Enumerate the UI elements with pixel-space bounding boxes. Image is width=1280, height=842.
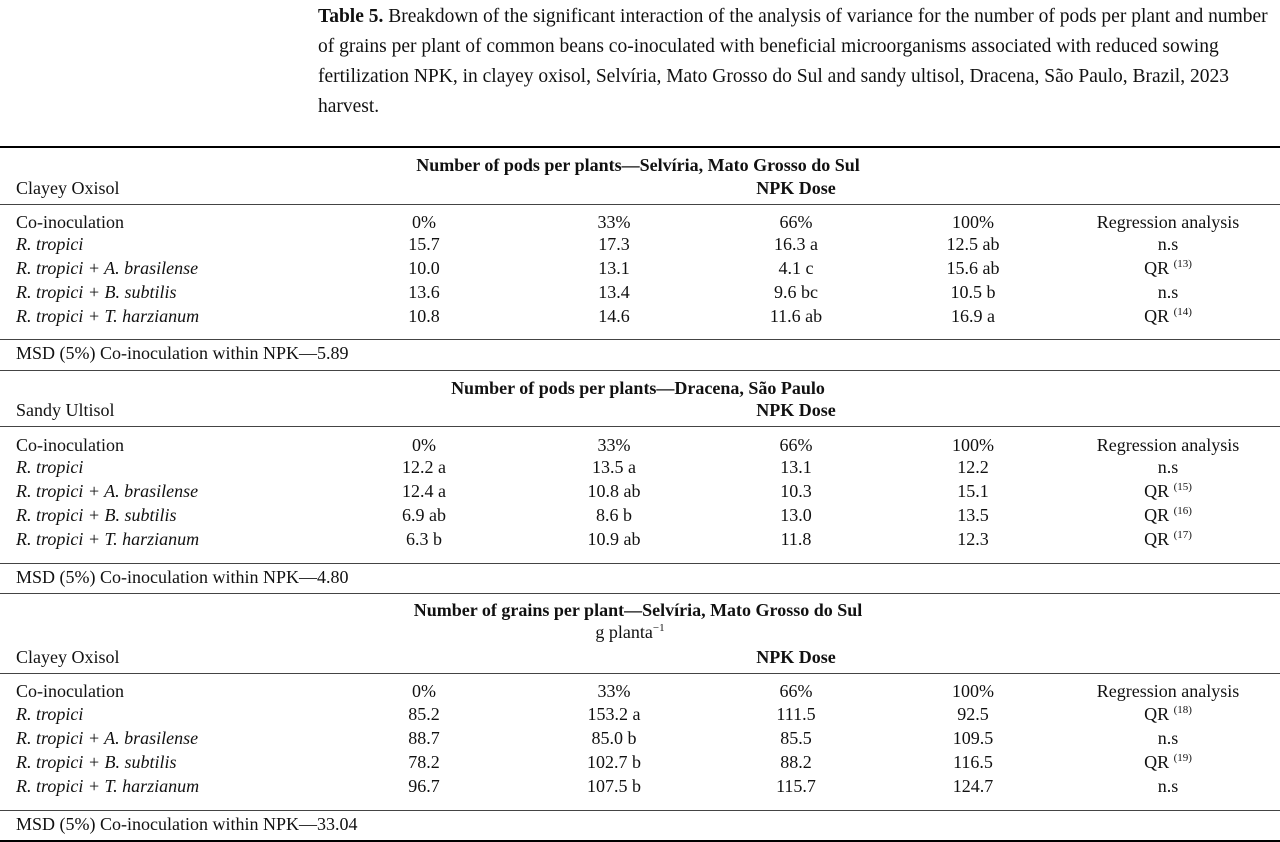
row-treatment-name: R. tropici + T. harzianum xyxy=(16,529,200,549)
table-cell-value: 15.1 xyxy=(957,481,989,501)
section-title: Number of pods per plants—Dracena, São Paulo xyxy=(451,378,825,398)
table-cell-regression: n.s xyxy=(1157,728,1179,748)
regression-footnote: (19) xyxy=(1173,752,1192,764)
column-header-co-inoculation: Co-inoculation xyxy=(16,681,124,701)
table-cell-value: 109.5 xyxy=(952,728,994,748)
header-rule xyxy=(0,204,1280,205)
row-treatment-name: R. tropici + T. harzianum xyxy=(16,306,200,326)
table-cell-regression: QR $^{(13)}$ xyxy=(1144,258,1192,278)
table-label: Table 5. xyxy=(318,6,384,27)
unit-exponent: −1 xyxy=(652,622,665,634)
section-top-rule xyxy=(0,370,1280,371)
table-cell-value: 14.6 xyxy=(598,306,630,326)
row-treatment-name: R. tropici + A. brasilense xyxy=(16,481,199,501)
row-treatment-name: R. tropici + A. brasilense xyxy=(16,728,199,748)
table-cell-regression: QR $^{(14)}$ xyxy=(1144,306,1192,326)
column-header-regression: Regression analysis xyxy=(1096,435,1240,455)
table-cell-regression: n.s xyxy=(1157,282,1179,302)
table-cell-regression: QR $^{(18)}$ xyxy=(1144,704,1192,724)
table-cell-value: 9.6 bc xyxy=(774,282,818,302)
table-cell-value: 13.1 xyxy=(780,457,812,477)
column-header-co-inoculation: Co-inoculation xyxy=(16,435,124,455)
table-cell-value: 12.2 xyxy=(957,457,989,477)
table-cell-value: 15.6 ab xyxy=(946,258,1000,278)
npk-dose-header: NPK Dose xyxy=(756,647,836,667)
column-header-dose: 33% xyxy=(597,435,631,455)
table-cell-value: 12.2 a xyxy=(402,457,446,477)
column-header-dose: 33% xyxy=(597,681,631,701)
caption-text: Breakdown of the significant interaction of the analysis of variance for the number of pods per plant and number of grains per plant of common beans co-inoculated with beneficial microorganisms associated with reduced sowing fertilization NPK, in clayey oxisol, Selvíria, Mato Grosso do Sul and sandy ultisol, Dracena, São Paulo, Brazil, 2023 harvest. xyxy=(318,6,1268,117)
column-header-dose: 66% xyxy=(779,212,813,232)
table-cell-value: 88.2 xyxy=(780,752,812,772)
table-cell-value: 13.5 xyxy=(957,505,989,525)
soil-type-label: Clayey Oxisol xyxy=(16,647,120,667)
table-cell-value: 16.3 a xyxy=(774,234,818,254)
msd-note: MSD (5%) Co-inoculation within NPK—33.04 xyxy=(16,814,358,834)
regression-footnote: (17) xyxy=(1173,529,1192,541)
table-cell-value: 85.2 xyxy=(408,704,440,724)
row-treatment-name: R. tropici + B. subtilis xyxy=(16,752,177,772)
column-header-co-inoculation: Co-inoculation xyxy=(16,212,124,232)
table-cell-value: 13.5 a xyxy=(592,457,636,477)
table-cell-regression: QR $^{(16)}$ xyxy=(1144,505,1192,525)
table-cell-value: 10.8 ab xyxy=(587,481,641,501)
row-treatment-name: R. tropici xyxy=(16,234,84,254)
table-cell-value: 85.5 xyxy=(780,728,812,748)
column-header-regression: Regression analysis xyxy=(1096,681,1240,701)
table-cell-value: 16.9 a xyxy=(951,306,995,326)
table-cell-value: 6.3 b xyxy=(406,529,442,549)
table-cell-value: 13.4 xyxy=(598,282,630,302)
msd-top-rule xyxy=(0,339,1280,340)
table-cell-value: 107.5 b xyxy=(587,776,641,796)
soil-type-label: Sandy Ultisol xyxy=(16,400,115,420)
table-cell-value: 10.8 xyxy=(408,306,440,326)
header-rule xyxy=(0,426,1280,427)
table-cell-regression: QR $^{(19)}$ xyxy=(1144,752,1192,772)
column-header-dose: 100% xyxy=(952,681,994,701)
column-header-dose: 100% xyxy=(952,435,994,455)
row-treatment-name: R. tropici xyxy=(16,457,84,477)
header-rule xyxy=(0,673,1280,674)
section-unit: g planta$^{-1}$ xyxy=(595,622,665,642)
table-cell-value: 10.0 xyxy=(408,258,440,278)
table-cell-value: 12.5 ab xyxy=(946,234,1000,254)
regression-footnote: (13) xyxy=(1173,258,1192,270)
column-header-dose: 100% xyxy=(952,212,994,232)
table-cell-regression: QR $^{(17)}$ xyxy=(1144,529,1192,549)
column-header-dose: 0% xyxy=(412,681,436,701)
msd-note: MSD (5%) Co-inoculation within NPK—5.89 xyxy=(16,343,349,363)
table-cell-value: 4.1 c xyxy=(778,258,814,278)
table-caption xyxy=(318,2,1278,122)
table-cell-value: 85.0 b xyxy=(591,728,637,748)
column-header-dose: 0% xyxy=(412,435,436,455)
npk-dose-header: NPK Dose xyxy=(756,400,836,420)
table-cell-regression: n.s xyxy=(1157,457,1179,477)
table-cell-value: 10.9 ab xyxy=(587,529,641,549)
table-cell-value: 88.7 xyxy=(408,728,440,748)
table-cell-value: 124.7 xyxy=(952,776,994,796)
row-treatment-name: R. tropici xyxy=(16,704,84,724)
table-cell-regression: n.s xyxy=(1157,234,1179,254)
table-cell-value: 6.9 ab xyxy=(402,505,446,525)
regression-footnote: (16) xyxy=(1173,505,1192,517)
section-top-rule xyxy=(0,146,1280,148)
table-cell-value: 102.7 b xyxy=(587,752,641,772)
table-cell-value: 17.3 xyxy=(598,234,630,254)
column-header-dose: 66% xyxy=(779,681,813,701)
column-header-regression: Regression analysis xyxy=(1096,212,1240,232)
section-title: Number of grains per plant—Selvíria, Mato Grosso do Sul xyxy=(413,600,863,620)
table-cell-value: 11.6 ab xyxy=(769,306,823,326)
section-title: Number of pods per plants—Selvíria, Mato Grosso do Sul xyxy=(416,155,860,175)
table-cell-value: 92.5 xyxy=(957,704,989,724)
column-header-dose: 0% xyxy=(412,212,436,232)
table-cell-value: 15.7 xyxy=(408,234,440,254)
table-cell-value: 8.6 b xyxy=(596,505,632,525)
column-header-dose: 66% xyxy=(779,435,813,455)
msd-top-rule xyxy=(0,810,1280,811)
row-treatment-name: R. tropici + B. subtilis xyxy=(16,282,177,302)
npk-dose-header: NPK Dose xyxy=(756,178,836,198)
section-top-rule xyxy=(0,593,1280,594)
table-cell-value: 13.6 xyxy=(408,282,440,302)
msd-top-rule xyxy=(0,563,1280,564)
table-cell-value: 116.5 xyxy=(953,752,993,772)
table-cell-value: 153.2 a xyxy=(587,704,641,724)
regression-footnote: (14) xyxy=(1173,306,1192,318)
table-cell-value: 111.5 xyxy=(776,704,816,724)
table-cell-regression: n.s xyxy=(1157,776,1179,796)
table-cell-value: 13.0 xyxy=(780,505,812,525)
table-cell-value: 115.7 xyxy=(776,776,816,796)
row-treatment-name: R. tropici + A. brasilense xyxy=(16,258,199,278)
regression-footnote: (15) xyxy=(1173,481,1192,493)
table-cell-value: 12.4 a xyxy=(402,481,446,501)
msd-note: MSD (5%) Co-inoculation within NPK—4.80 xyxy=(16,567,349,587)
table-cell-value: 13.1 xyxy=(598,258,630,278)
table-cell-value: 10.5 b xyxy=(950,282,996,302)
table-cell-value: 12.3 xyxy=(957,529,989,549)
table-cell-value: 10.3 xyxy=(780,481,812,501)
row-treatment-name: R. tropici + T. harzianum xyxy=(16,776,200,796)
table-cell-value: 96.7 xyxy=(408,776,440,796)
table-cell-value: 78.2 xyxy=(408,752,440,772)
table-cell-value: 11.8 xyxy=(780,529,812,549)
column-header-dose: 33% xyxy=(597,212,631,232)
row-treatment-name: R. tropici + B. subtilis xyxy=(16,505,177,525)
table-cell-regression: QR $^{(15)}$ xyxy=(1144,481,1192,501)
soil-type-label: Clayey Oxisol xyxy=(16,178,120,198)
regression-footnote: (18) xyxy=(1173,704,1192,716)
